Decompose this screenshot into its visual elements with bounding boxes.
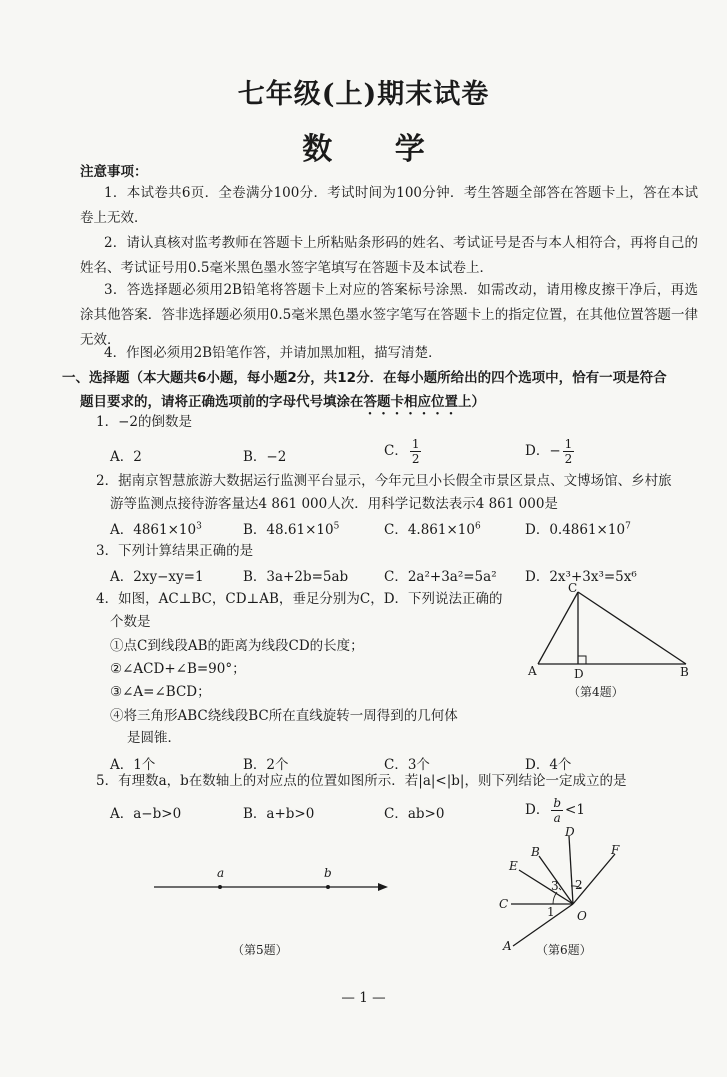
q4-statement-3: ③∠A=∠BCD； bbox=[110, 684, 211, 700]
q6-arc-3 bbox=[559, 888, 561, 890]
q5-option-d-tail: <1 bbox=[565, 802, 585, 818]
q6-ray-oa bbox=[513, 904, 573, 946]
note-item-3: 3．答选择题必须用2B铅笔将答题卡上对应的答案标号涂黑．如需改动，请用橡皮擦干净后，再选涂其他答案．答非选择题必须用0.5毫米黑色墨水签字笔写在答题卡上的指定位置，在其他位置答题一律无效． bbox=[80, 282, 698, 348]
q4-caption: （第4题） bbox=[568, 685, 624, 699]
q4-statement-4-line2: 是圆锥． bbox=[127, 730, 181, 746]
q4-statement-4-line1: ④将三角形ABC绕线段BC所在直线旋转一周得到的几何体 bbox=[110, 708, 458, 724]
q1-d-denominator: 2 bbox=[564, 452, 573, 466]
q4-option-c: C．3个 bbox=[384, 757, 430, 773]
q6-angle-2: 2 bbox=[575, 878, 583, 892]
q5-option-d-fraction bbox=[551, 796, 563, 825]
q6-label-o: O bbox=[577, 909, 587, 923]
q5-stem: 5．有理数a，b在数轴上的对应点的位置如图所示．若|a|<|b|，则下列结论一定成立的是 bbox=[96, 773, 627, 789]
q1-c-numerator: 1 bbox=[411, 437, 420, 451]
section1-heading-main: 题目要求的，请将正确选项前的字母代号填涂在 bbox=[80, 394, 364, 410]
q5-label-a: a bbox=[217, 866, 225, 880]
section1-heading-tail: 上） bbox=[458, 394, 485, 410]
q2-b-text: B．48.61×10 bbox=[243, 522, 334, 538]
q6-angle-3: 3 bbox=[551, 879, 559, 893]
q4-right-angle-d bbox=[578, 656, 586, 664]
q6-label-a: A bbox=[503, 939, 512, 951]
q4-statement-2: ②∠ACD+∠B=90°； bbox=[110, 661, 246, 677]
q6-angles-figure bbox=[495, 826, 640, 951]
q1-option-c bbox=[384, 437, 423, 466]
q2-a-text: A．4861×10 bbox=[110, 522, 197, 538]
notes-heading: 注意事项： bbox=[80, 164, 148, 180]
q5-number-line-figure bbox=[150, 860, 395, 896]
q5-option-a: A．a−b>0 bbox=[110, 806, 182, 822]
q3-option-d: D．2x³+3x³=5x⁶ bbox=[525, 569, 637, 585]
q5-point-b bbox=[326, 885, 330, 889]
q1-option-d-fraction bbox=[563, 437, 575, 466]
q3-stem: 3．下列计算结果正确的是 bbox=[96, 543, 254, 559]
q4-label-d: D bbox=[574, 667, 584, 681]
q5-number-line-arrow bbox=[378, 883, 388, 891]
q6-label-c: C bbox=[499, 897, 509, 911]
q2-d-text: D．0.4861×10 bbox=[525, 522, 626, 538]
q2-option-d bbox=[525, 518, 631, 538]
q4-option-b: B．2个 bbox=[243, 757, 289, 773]
q2-option-b bbox=[243, 518, 339, 538]
q2-d-exponent: 7 bbox=[625, 521, 631, 532]
q5-option-d bbox=[525, 796, 585, 825]
q1-stem: 1．−2的倒数是 bbox=[96, 414, 192, 430]
q5-option-d-label: D． bbox=[525, 802, 550, 818]
q4-label-a: A bbox=[528, 664, 537, 678]
q4-segment-ac bbox=[538, 592, 578, 664]
q5-d-denominator: a bbox=[553, 811, 561, 825]
q6-label-b: B bbox=[531, 845, 540, 859]
q6-label-e: E bbox=[509, 859, 518, 873]
q3-option-c: C．2a²+3a²=5a² bbox=[384, 569, 497, 585]
q2-a-exponent: 3 bbox=[196, 521, 202, 532]
section1-heading-emphasis: 答题卡相应位置 bbox=[363, 394, 458, 410]
q2-b-exponent: 5 bbox=[333, 521, 340, 532]
page-number: — 1 — bbox=[341, 990, 386, 1006]
section1-heading-line1: 一、选择题（本大题共6小题，每小题2分，共12分．在每小题所给出的四个选项中，恰有一项是符合 bbox=[62, 370, 667, 386]
exam-title: 七年级(上)期末试卷 bbox=[237, 79, 490, 110]
q3-option-a: A．2xy−xy=1 bbox=[110, 569, 204, 585]
q4-stem-line2: 个数是 bbox=[110, 614, 151, 630]
note-item-4: 4．作图必须用2B铅笔作答，并请加黑加粗，描写清楚． bbox=[104, 345, 442, 361]
subject-title: 数 学 bbox=[302, 132, 451, 167]
q6-ray-oe bbox=[519, 870, 573, 904]
q1-option-a: A．2 bbox=[110, 449, 142, 465]
q1-option-d bbox=[525, 437, 576, 466]
q2-c-exponent: 6 bbox=[474, 521, 481, 532]
q1-option-d-label: D．− bbox=[525, 443, 561, 459]
q2-c-text: C．4.861×10 bbox=[384, 522, 475, 538]
note-item-2: 2．请认真核对监考教师在答题卡上所粘贴条形码的姓名、考试证号是否与本人相符合，再将自己的姓名、考试证号用0.5毫米黑色墨水签字笔填写在答题卡及本试卷上． bbox=[80, 235, 698, 276]
q4-label-c: C bbox=[568, 582, 578, 595]
q1-option-c-label: C． bbox=[384, 443, 408, 459]
q6-ray-od bbox=[569, 836, 573, 904]
q4-triangle-figure bbox=[520, 582, 700, 698]
q4-statement-1: ①点C到线段AB的距离为线段CD的长度； bbox=[110, 638, 364, 654]
q4-stem-line1: 4．如图，AC⊥BC，CD⊥AB，垂足分别为C，D．下列说法正确的 bbox=[96, 591, 503, 607]
q5-option-b: B．a+b>0 bbox=[243, 806, 315, 822]
q2-option-c bbox=[384, 518, 481, 538]
q5-caption: （第5题） bbox=[232, 943, 288, 957]
q5-label-b: b bbox=[324, 866, 332, 880]
q1-c-denominator: 2 bbox=[411, 452, 420, 466]
q4-label-b: B bbox=[680, 665, 689, 679]
q6-caption: （第6题） bbox=[536, 943, 592, 957]
q1-option-c-fraction bbox=[410, 437, 422, 466]
q5-d-numerator: b bbox=[553, 796, 562, 810]
q5-point-a bbox=[218, 885, 222, 889]
q2-stem-line2: 游等监测点接待游客量达4 861 000人次．用科学记数法表示4 861 000是 bbox=[110, 496, 558, 512]
q1-d-numerator: 1 bbox=[564, 437, 573, 451]
q4-option-a: A．1个 bbox=[110, 757, 156, 773]
q4-option-d: D．4个 bbox=[525, 757, 572, 773]
q3-option-b: B．3a+2b=5ab bbox=[243, 569, 349, 585]
q2-option-a bbox=[110, 518, 202, 538]
note-item-1: 1．本试卷共6页．全卷满分100分．考试时间为100分钟．考生答题全部答在答题卡上，答在本试卷上无效． bbox=[80, 185, 698, 226]
q2-stem-line1: 2．据南京智慧旅游大数据运行监测平台显示，今年元旦小长假全市景区景点、文博场馆、乡村旅 bbox=[96, 473, 672, 489]
q5-option-c: C．ab>0 bbox=[384, 806, 445, 822]
q6-angle-1: 1 bbox=[547, 905, 555, 919]
q4-segment-bc bbox=[578, 592, 686, 664]
q1-option-b: B．−2 bbox=[243, 449, 287, 465]
q6-label-d: D bbox=[565, 826, 575, 839]
q6-label-f: F bbox=[611, 843, 620, 857]
